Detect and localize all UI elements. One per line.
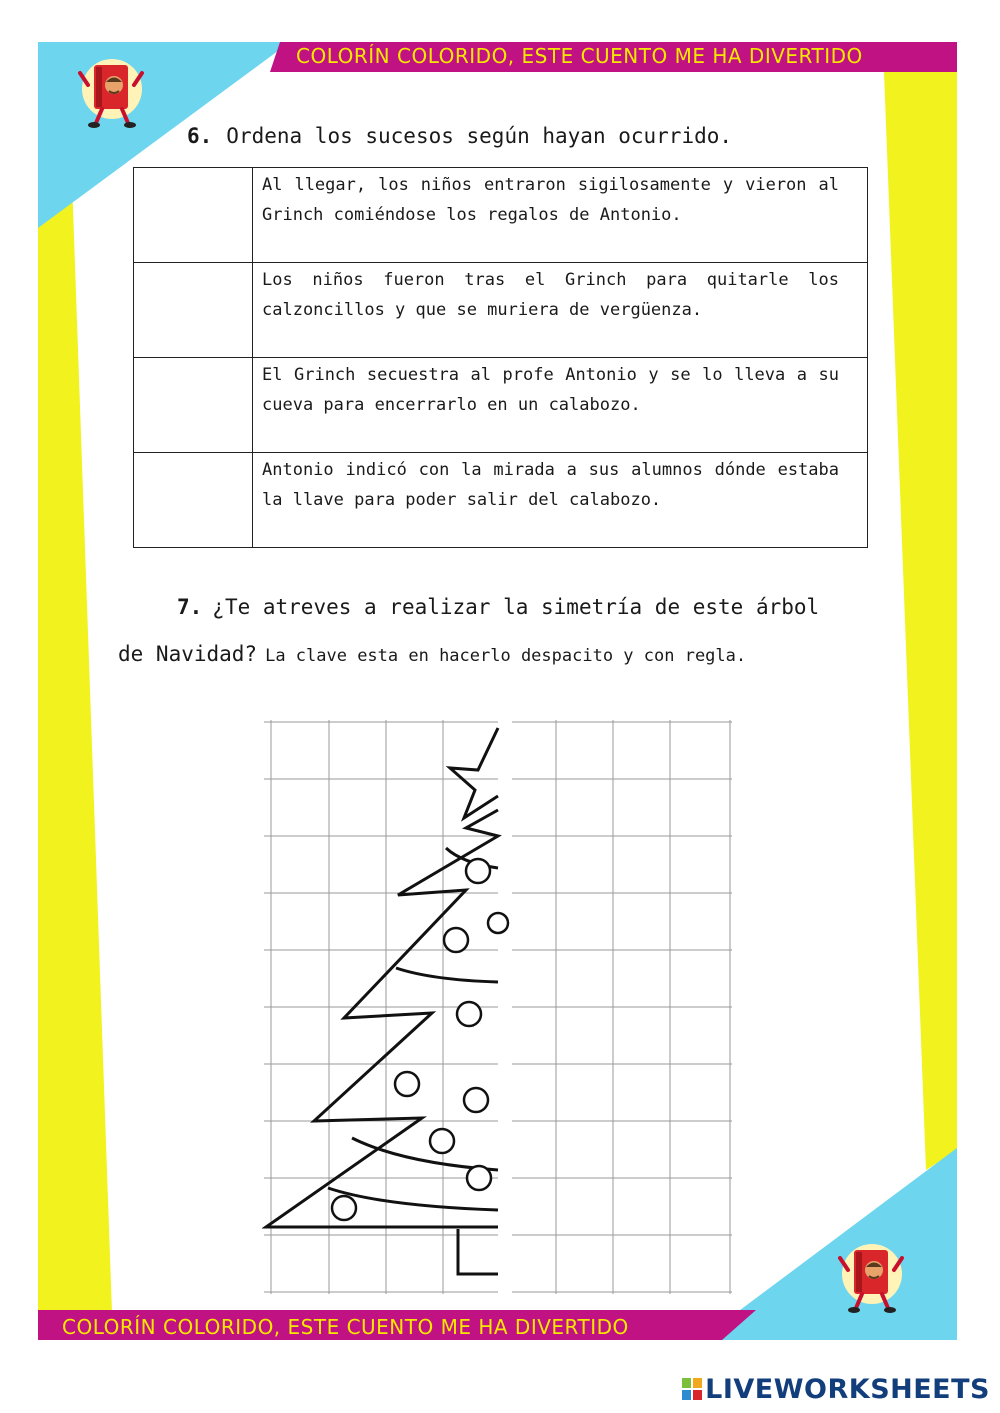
event-text: Antonio indicó con la mirada a sus alumnos dónde estaba la llave para poder salir del calabozo.	[253, 453, 868, 548]
table-row	[134, 358, 868, 453]
question-6-heading	[187, 124, 732, 148]
yellow-left-stripe	[38, 150, 112, 1313]
symmetry-grid[interactable]	[262, 718, 734, 1296]
order-input-cell[interactable]	[134, 453, 253, 548]
book-mascot-icon	[836, 1240, 906, 1320]
order-input-cell[interactable]	[134, 168, 253, 263]
top-banner-text: COLORÍN COLORIDO, ESTE CUENTO ME HA DIVERTIDO	[296, 44, 863, 68]
order-input-cell[interactable]	[134, 358, 253, 453]
watermark-text: LIVEWORKSHEETS	[705, 1374, 990, 1405]
yellow-right-stripe	[884, 72, 957, 1170]
liveworksheets-watermark	[682, 1374, 990, 1405]
table-row	[134, 168, 868, 263]
table-row	[134, 263, 868, 358]
question-7-text-line1: ¿Te atreves a realizar la simetría de este árbol	[212, 595, 820, 619]
question-7-heading	[177, 595, 819, 619]
event-text: Al llegar, los niños entraron sigilosamente y vieron al Grinch comiéndose los regalos de Antonio.	[253, 168, 868, 263]
order-input-cell[interactable]	[134, 263, 253, 358]
liveworksheets-logo-icon	[682, 1378, 702, 1400]
symmetry-axis	[498, 718, 512, 1296]
question-6-number: 6.	[187, 124, 213, 148]
event-text: Los niños fueron tras el Grinch para quitarle los calzoncillos y que se muriera de vergüenza.	[253, 263, 868, 358]
question-7-text-line2: de Navidad?	[118, 642, 258, 666]
question-6-text: Ordena los sucesos según hayan ocurrido.	[226, 124, 733, 148]
bottom-banner-text: COLORÍN COLORIDO, ESTE CUENTO ME HA DIVERTIDO	[62, 1315, 629, 1339]
event-text: El Grinch secuestra al profe Antonio y se lo lleva a su cueva para encerrarlo en un calabozo.	[253, 358, 868, 453]
tree-ornaments	[332, 859, 508, 1220]
book-mascot-icon	[76, 55, 146, 135]
table-row	[134, 453, 868, 548]
question-7-line2	[118, 642, 746, 666]
events-order-table	[133, 167, 868, 548]
half-tree-drawing	[266, 728, 498, 1274]
question-7-number: 7.	[177, 595, 203, 619]
question-7-hint: La clave esta en hacerlo despacito y con regla.	[265, 646, 747, 666]
